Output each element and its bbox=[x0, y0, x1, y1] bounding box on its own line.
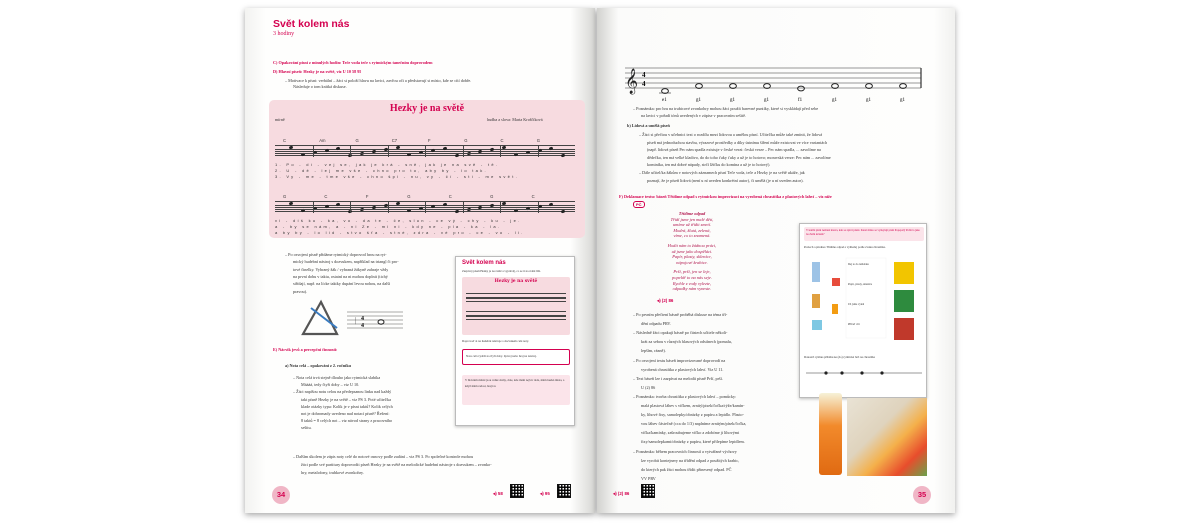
bar-line bbox=[538, 146, 539, 157]
lyrics-2-3: a by by - lo lid - stvo šťa - stné, zdra - vé pro - ce - vo - li. bbox=[275, 230, 525, 235]
whole-note bbox=[764, 84, 771, 89]
section-b: b) Lidová a umělá píseň bbox=[627, 123, 670, 128]
thumb2-caption-1: Poslech a přednes Třídíme odpad a vyhledej podle zvuku chrastítka. bbox=[804, 245, 886, 249]
f-para-line-16: – Poznámka: během pracovních činností a vytvářané výchovy bbox=[633, 448, 737, 454]
f-para-line-11: malá plastová láhev s víčkem, zrnitý/pisek/čočka/rýže/kamín- bbox=[641, 403, 745, 408]
f-para-line-2: dění odpadu PRV. bbox=[641, 321, 671, 327]
music-note bbox=[300, 152, 305, 156]
f-para-line-10: – Poznámka: tvorba chrastítka z plastových lahví – pomůcky: bbox=[633, 393, 737, 399]
lyrics-1-1: 1. Po - dí - vej se, jak je krá - sně, jak je na svě - tě. bbox=[275, 162, 500, 167]
f-para-line-15: fixy/samolepkami/obrázky z papíru, které přilepíme lepidlem. bbox=[641, 439, 745, 445]
book-spread bbox=[245, 8, 955, 513]
bar-line bbox=[463, 146, 464, 157]
whole-note bbox=[798, 86, 805, 91]
whole-note bbox=[730, 84, 737, 89]
section-d: D) Hlavní píseň: Hezky je na světě, viz U 10 58 95 bbox=[273, 69, 362, 74]
f-para-line-4: krát za sebou v různých hlasových odstínech (pomalu, bbox=[641, 339, 732, 345]
lyrics-2-1: vi - díš ku - ka, vo - da te - če, slun - ce vý - chy - ku - je. bbox=[275, 218, 522, 223]
thumb-bottom-box: V hlavním městě jsou velké domy, dole, kde mám nejvíc ráda, mám hezká místa, a když mám radost, hraji si. bbox=[462, 375, 570, 405]
bar-line bbox=[500, 146, 501, 157]
bar-line bbox=[425, 146, 426, 157]
music-note bbox=[419, 150, 424, 154]
after-song-line-3: tové činelky. Vybraný žák / vybraná žákyně zahraje vždy bbox=[293, 266, 389, 272]
audio-track-58[interactable]: ◂) 58 bbox=[493, 491, 503, 496]
f-para-line-14: víčka/kamínky, zašroubujeme víčko a zdobíme ji lihovými bbox=[641, 430, 740, 436]
poem-title: Třídíme odpad bbox=[678, 211, 706, 216]
after-song-line-5: střídají, např. na lícke taktky dupání levou nohou, na další bbox=[293, 281, 391, 287]
poem-line: Třídí jsme jen malé děti, bbox=[670, 216, 714, 222]
qr-code-icon[interactable] bbox=[510, 484, 524, 498]
chord-label: C bbox=[500, 138, 504, 143]
note-name-label: g1 bbox=[730, 98, 735, 103]
music-note bbox=[324, 204, 329, 208]
svg-text:𝄞: 𝄞 bbox=[625, 69, 639, 94]
thumb-note-box: Nota celá vydrží na čtyři doby. Zpívej nebo hraj na nástroj. bbox=[462, 349, 570, 365]
music-note bbox=[419, 206, 424, 210]
motivace-line-2: Následuje o tom krátká diskuse. bbox=[293, 84, 347, 89]
e-para-line-1: – Nota celá trvá stejně dlouho jako rytmická slabika bbox=[293, 375, 381, 380]
chord-label: G bbox=[407, 194, 411, 199]
music-note bbox=[289, 201, 294, 205]
music-note bbox=[336, 202, 341, 206]
bin-label: Dej to do nádobku bbox=[848, 263, 869, 266]
section-c: C) Opakování písní z minulých hodin: Teče voda teče s rytmickým tanečním doprovodem bbox=[273, 60, 433, 65]
svg-text:4: 4 bbox=[642, 71, 646, 79]
music-note bbox=[549, 202, 554, 206]
music-note bbox=[549, 146, 554, 150]
chord-label: G bbox=[355, 138, 359, 143]
whole-note bbox=[832, 84, 839, 89]
section-e-a: a) Nota celá – opakování z 2. ročníku bbox=[285, 363, 351, 368]
whole-note bbox=[662, 89, 669, 94]
f-para-line-19: VV PRV bbox=[641, 475, 656, 481]
song-box bbox=[269, 100, 585, 238]
section-f: F) Deklamace textu: báseň Třídíme odpad s rytmickou improvizací na vyrobená chrastítka z plastových lahví – viz níže bbox=[619, 194, 832, 199]
music-note bbox=[360, 207, 365, 211]
whole-note bbox=[900, 84, 907, 89]
music-note bbox=[513, 208, 518, 212]
f-para-line-3: – Následně žáci opakují básně po částech učitele několi- bbox=[633, 330, 728, 336]
qr-code-icon[interactable] bbox=[557, 484, 571, 498]
b-para-line-4: dědečka, ten má velké kladivo, do do toho ťuky ťuky a už je to hotovo; moravská verze: Pec nám ... zavolíme bbox=[647, 154, 831, 160]
b-para-line-1: – Žáci si přečtou v učebnici text o rozdílu mezi lidovou a umělou písní. Učitel/ka může také zmínit, že lidová bbox=[639, 132, 823, 137]
note-name-label: e1 bbox=[662, 98, 667, 103]
bar-line bbox=[313, 202, 314, 213]
b-para-line-6: – Dále učitel/ka žákům v notových záznamech písní Teče voda, teče a Hezky je na světě ukáže, jak bbox=[639, 170, 805, 175]
b-para-line-5: kominíka, ten má dobré nápady, strčí lžičku do komína a už je to hotový). bbox=[647, 162, 771, 168]
note-name-label: g1 bbox=[696, 98, 701, 103]
bar-line bbox=[388, 202, 389, 213]
staff-notation bbox=[625, 64, 925, 104]
poem-line: víme, co to znamená. bbox=[673, 233, 711, 239]
bar-line bbox=[350, 146, 351, 157]
bar-line bbox=[425, 202, 426, 213]
bar-line bbox=[538, 202, 539, 213]
thumb-title: Svět kolem nás bbox=[462, 260, 506, 266]
left-page bbox=[245, 8, 595, 513]
page-title: Svět kolem nás bbox=[273, 18, 350, 30]
thumb-caption-2: Doprovoď si na hudební nástroje s dozvukem celé noty. bbox=[462, 339, 529, 343]
music-note bbox=[525, 206, 530, 210]
f-para-line-12: ky, lihové fixy, samolepky/obrázky z papíru a lepidlo. Plasto- bbox=[641, 412, 744, 418]
chord-label: F bbox=[365, 194, 369, 199]
bar-line bbox=[388, 146, 389, 157]
f-para-line-9: U (2) 86 bbox=[641, 384, 656, 390]
e-para-wide-line-2: žáci podle své partitury doprovodit píseň Hezky je na světě na melodické hudební nástroje s dozvukem – zvonko- bbox=[301, 462, 492, 467]
bin-label: Už jsme vyletí bbox=[848, 303, 865, 306]
music-note bbox=[371, 149, 376, 153]
bar-line bbox=[500, 202, 501, 213]
note-name-label: f1 bbox=[798, 98, 803, 103]
poem-line: Papír, plasty, skleníce, bbox=[672, 254, 712, 260]
music-note bbox=[407, 208, 412, 212]
b-para-line-2: píseň má jednoduchou stavbu, výrazové prostředky a díky ústnímu šíření může existovat ve více variantách bbox=[647, 139, 828, 145]
poem-audio[interactable]: ◂) (2) 86 bbox=[657, 298, 674, 303]
music-note bbox=[561, 209, 566, 213]
f-para-line-5: lepším, rázně). bbox=[641, 348, 666, 354]
after-song-line-1: – Po osvojení písně přidáme rytmický doprovod hrou na ryt- bbox=[285, 252, 387, 257]
e-para-line-5: klade otázky typu: Kolik je v písni taktů? Kolik celých bbox=[301, 403, 393, 409]
chord-label: C bbox=[448, 194, 452, 199]
crafts-photo bbox=[847, 398, 927, 476]
after-song-line-2: mický hudební nástroj s dozvukem, například na triangl či pro- bbox=[293, 259, 399, 265]
poem-line: už jsme jako dospěláci. bbox=[671, 248, 713, 254]
music-note bbox=[561, 153, 566, 157]
tempo-label: mírně bbox=[275, 117, 285, 122]
f-para-line-18: do kterých pak žáci mohou třídit přinesený odpad. PČ bbox=[641, 466, 732, 472]
music-note bbox=[407, 152, 412, 156]
music-note bbox=[324, 148, 329, 152]
svg-text:4: 4 bbox=[361, 323, 364, 329]
f-para-line-6: – Po osvojení textu báseň improvizované doprovodí na bbox=[633, 357, 726, 363]
chord-label: C bbox=[324, 194, 328, 199]
workbook-thumbnail-left bbox=[455, 256, 575, 426]
bin-label: Papír, plasty, sklenice bbox=[848, 283, 873, 286]
f-para-line-7: vyrobená chrastítka z plastových lahví. Viz U 11. bbox=[641, 366, 724, 372]
e-para-line-8: sešitu. bbox=[301, 425, 312, 431]
motivace-line-1: – Motivace k písni: verbální – žáci si položí hlavu na lavici, zavřou oči a představují si místo, kde se cítí dobře. bbox=[285, 78, 472, 83]
music-note bbox=[502, 145, 507, 149]
poem-line: Hodit nám to žádnou práci, bbox=[667, 242, 717, 248]
music-note bbox=[442, 202, 447, 206]
whole-note bbox=[696, 84, 703, 89]
b-para-line-3: (např. lidová píseň Pec nám spadla existuje v české verzi: česká verze – Pec nám spadla, ... zavolíme na bbox=[647, 147, 821, 153]
chord-label: G bbox=[464, 138, 468, 143]
triangle-instrument-illustration bbox=[297, 298, 407, 338]
music-note bbox=[466, 207, 471, 211]
poem-line: popelář to na nás seje. bbox=[672, 274, 712, 280]
workbook-thumbnail-right: V každé písni nemusí únava, kde se zpívá písně. Které místo se vyskytují písní Popepalý Pořád a jako na Zemi krásně? Poslech a přednes Třídíme odpad a vyhledej podle zvuku chrastítka. Dej to do nádobku Papír, plasty, sklenice Už jsme vyletí Přiřaď cítí Dokonči rytmus příběhu ke (do) rytmické řeči na chrastítka bbox=[799, 223, 927, 398]
section-e: E) Nácvik jevů a percepční činnosti: bbox=[273, 347, 338, 352]
bar-line bbox=[350, 202, 351, 213]
note-name-label: g1 bbox=[764, 98, 769, 103]
poem-line: odpadky nám vyneste. bbox=[672, 286, 712, 292]
page-number-left: 34 bbox=[272, 486, 290, 504]
music-note bbox=[502, 201, 507, 205]
music-note bbox=[442, 146, 447, 150]
f-para-line-1: – Po prvním přečtení básně proběhá diskuse na téma tří- bbox=[633, 312, 728, 317]
chord-label: Am bbox=[319, 138, 326, 143]
lyrics-1-2: 2. U - dě - lej me vše - chno pro to, aby by - lo tak. bbox=[275, 168, 488, 173]
top-para-line-1: – Poznámka: pro hru na trubicové zvonkohry mohou žáci použít barevné puntíky, které si vyskládají před sebe bbox=[633, 106, 819, 111]
staff-row-2 bbox=[275, 201, 575, 212]
svg-text:𝄀: 𝄀 bbox=[355, 317, 356, 327]
lyrics-1-3: 3. Vy - me - tme vše - chno špi - nu, vy - čí - stí - me svět. bbox=[275, 174, 520, 179]
music-note bbox=[371, 205, 376, 209]
thumb2-caption-2: Dokonči rytmus příběhu ke (do) rytmické řeči na chrastítka bbox=[804, 355, 876, 359]
b-para-line-7: poznají, že je píseň lidová (není u ní uveden konkrétní autor), či umělá (je u ní uveden autor). bbox=[647, 177, 804, 183]
music-note bbox=[466, 151, 471, 155]
qr-code-icon[interactable] bbox=[641, 484, 655, 498]
poem-line: Prší, prší, jen se leje, bbox=[673, 269, 711, 275]
music-note bbox=[454, 209, 459, 213]
f-para-line-13: vou láhev částečně (cca do 1/3) naplníme zrnitým/písek/čočka, bbox=[641, 421, 747, 427]
thumb-song-title: Hezky je na světě bbox=[494, 279, 538, 284]
chord-label: G bbox=[283, 194, 287, 199]
music-note bbox=[431, 148, 436, 152]
bottle-shaker-photo bbox=[819, 393, 842, 475]
song-title: Hezky je na světě bbox=[389, 103, 465, 114]
chord-label: C bbox=[283, 138, 287, 143]
e-para-line-2: Máááá, tedy čtyři doby – viz U 10. bbox=[301, 382, 360, 388]
e-para-line-6: not je dohromady uvedeno nad notací písně? Řešení: bbox=[301, 411, 390, 416]
e-para-line-4: takt písně Hezky je na světě – viz PS 3. Poté učitel/ka bbox=[301, 396, 392, 402]
staff-row-1 bbox=[275, 145, 575, 156]
poem-line: umíme už třídit smetí. bbox=[672, 222, 712, 228]
svg-text:4: 4 bbox=[361, 316, 364, 322]
music-note bbox=[395, 145, 400, 149]
music-note bbox=[336, 146, 341, 150]
e-para-wide-line-1: – Dalším úkolem je zápis noty celé do notové osnovy podle zadání – viz PS 3. Po společné kontrole mohou bbox=[293, 454, 474, 459]
note-name-label: g1 bbox=[832, 98, 837, 103]
audio-track-2-86[interactable]: ◂) (2) 86 bbox=[613, 491, 630, 496]
right-page bbox=[597, 8, 955, 513]
bar-line bbox=[463, 202, 464, 213]
f-para-line-17: lze vyrobit kontejnery na třídění odpad z použitých krabic, bbox=[641, 457, 740, 463]
music-note bbox=[513, 152, 518, 156]
e-para-line-3: – Žáci napíšou notu celou na předepsanou linku nad každý bbox=[293, 389, 392, 395]
after-song-line-4: na první dobu v taktu, ostatní na ni mohou doplnit (tichý bbox=[293, 273, 388, 279]
rhythm-line bbox=[806, 364, 922, 382]
pc-badge: PČ bbox=[633, 201, 645, 208]
chord-label: C bbox=[531, 194, 535, 199]
music-note bbox=[300, 208, 305, 212]
bar-line bbox=[313, 146, 314, 157]
lyrics-2-2: a - by se nám, a - ni Ze - mi ni - kdy ne - pla - ka - la. bbox=[275, 224, 502, 229]
chord-label: G bbox=[536, 138, 541, 143]
music-note bbox=[360, 151, 365, 155]
poem-line: Modrá, žlutá, zelená, bbox=[673, 227, 711, 233]
whole-note bbox=[866, 84, 873, 89]
thumb-caption-1: Zazpívej píseň Hezky je na světě a vyprávěj, co se ti na světě líbí. bbox=[462, 269, 541, 273]
music-note bbox=[395, 201, 400, 205]
music-note bbox=[431, 204, 436, 208]
poem-line: nápojové krabice. bbox=[676, 259, 708, 265]
music-note bbox=[525, 150, 530, 154]
author-label: hudba a slova: Maria Kroščíková bbox=[487, 117, 543, 122]
f-para-line-8: – Text báseň lze i zazpívat na melodii písně Prší, prší. bbox=[633, 375, 723, 381]
chord-label: F bbox=[428, 138, 431, 143]
poem bbox=[642, 211, 742, 292]
e-para-line-7: 8 taktů = 8 celých not – viz návod strany z pracovního bbox=[301, 418, 393, 424]
music-note bbox=[454, 153, 459, 157]
bin-label: Přiřaď cítí bbox=[848, 323, 860, 326]
page-number-right: 35 bbox=[913, 486, 931, 504]
e-para-wide-line-3: hry, metalofony, trubkové zvonkohry. bbox=[301, 470, 364, 475]
top-para-line-2: na lavici v pořadí tónů uvedených v zápise v pracovním sešitě. bbox=[641, 112, 747, 118]
note-name-label: g1 bbox=[866, 98, 871, 103]
thumb-song-box bbox=[462, 277, 570, 335]
chord-label: G bbox=[490, 194, 494, 199]
after-song-line-6: pravou). bbox=[293, 288, 308, 294]
note-name-label: g1 bbox=[900, 98, 905, 103]
audio-track-95[interactable]: ◂) 95 bbox=[540, 491, 550, 496]
music-note bbox=[289, 145, 294, 149]
poem-line: Rychle z vody vylezte, bbox=[672, 280, 712, 286]
page-subtitle: 3 hodiny bbox=[273, 31, 295, 37]
svg-text:4: 4 bbox=[642, 80, 646, 88]
chord-label: C7 bbox=[391, 138, 398, 143]
